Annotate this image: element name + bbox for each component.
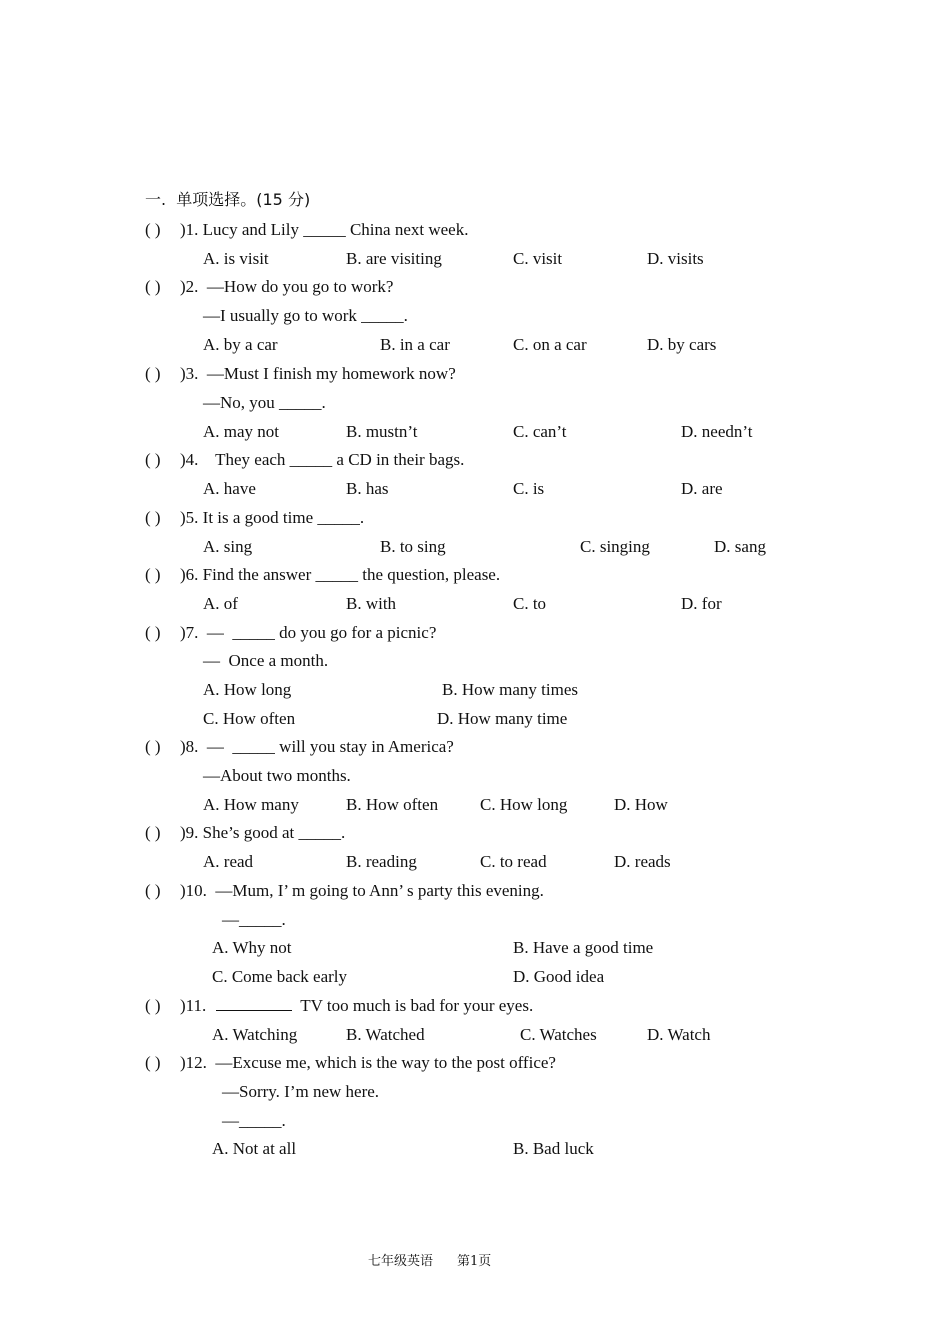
option-a: A. How long xyxy=(203,680,292,699)
question-sub: —_____. xyxy=(222,1111,286,1130)
option-c: C. can’t xyxy=(513,422,567,441)
question-stem xyxy=(180,996,533,1016)
option-c: C. to read xyxy=(480,852,547,871)
option-b: B. How often xyxy=(346,795,439,814)
question-stem: )10. —Mum, I’ m going to Ann’ s party this evening. xyxy=(180,881,544,900)
option-d: D. reads xyxy=(614,852,671,871)
option-d: D. How xyxy=(614,795,668,814)
option-b: B. to sing xyxy=(380,537,446,556)
option-a: A. may not xyxy=(203,422,280,441)
option-c: C. on a car xyxy=(513,335,587,354)
option-a: A. read xyxy=(203,852,254,871)
section-title: 一. 单项选择。(15 分) xyxy=(145,190,311,209)
footer-page-number: 第1页 xyxy=(457,1254,492,1269)
option-b: B. Watched xyxy=(346,1025,425,1044)
question-number: )11. xyxy=(180,996,207,1015)
option-b: B. has xyxy=(346,479,389,498)
question-sub: —_____. xyxy=(222,910,286,929)
option-b: B. Bad luck xyxy=(513,1139,594,1158)
option-a: A. Not at all xyxy=(212,1139,297,1158)
option-d: D. sang xyxy=(714,537,766,556)
answer-paren: ( ) xyxy=(145,220,161,239)
answer-paren: ( ) xyxy=(145,623,161,642)
option-a: A. by a car xyxy=(203,335,278,354)
option-a: A. sing xyxy=(203,537,253,556)
option-c: C. is xyxy=(513,479,545,498)
answer-paren: ( ) xyxy=(145,737,161,756)
question-stem: )5. It is a good time _____. xyxy=(180,508,365,527)
question-sub: —No, you _____. xyxy=(203,393,326,412)
answer-paren: ( ) xyxy=(145,881,161,900)
option-d: D. by cars xyxy=(647,335,717,354)
option-a: A. Why not xyxy=(212,938,292,957)
option-c: C. to xyxy=(513,594,547,613)
option-b: B. in a car xyxy=(380,335,450,354)
option-c: C. How often xyxy=(203,709,296,728)
option-a: A. have xyxy=(203,479,256,498)
option-d: D. for xyxy=(681,594,722,613)
question-stem: )6. Find the answer _____ the question, please. xyxy=(180,565,501,584)
option-b: B. reading xyxy=(346,852,417,871)
answer-paren: ( ) xyxy=(145,823,161,842)
option-a: A. How many xyxy=(203,795,299,814)
question-stem: )4. They each _____ a CD in their bags. xyxy=(180,450,465,469)
question-sub: — Once a month. xyxy=(203,651,329,670)
option-a: A. Watching xyxy=(212,1025,298,1044)
answer-paren: ( ) xyxy=(145,364,161,383)
answer-paren: ( ) xyxy=(145,1053,161,1072)
answer-paren: ( ) xyxy=(145,565,161,584)
option-d: D. Watch xyxy=(647,1025,711,1044)
option-c: C. How long xyxy=(480,795,568,814)
question-stem: )9. She’s good at _____. xyxy=(180,823,346,842)
option-c: C. Come back early xyxy=(212,967,348,986)
option-d: D. needn’t xyxy=(681,422,753,441)
option-b: B. Have a good time xyxy=(513,938,654,957)
answer-blank xyxy=(216,996,292,1011)
footer-subject: 七年级英语 xyxy=(368,1254,434,1269)
question-stem: )2. —How do you go to work? xyxy=(180,277,394,296)
option-d: D. visits xyxy=(647,249,704,268)
answer-paren: ( ) xyxy=(145,996,161,1015)
option-c: C. visit xyxy=(513,249,563,268)
option-b: B. with xyxy=(346,594,397,613)
question-stem: )7. — _____ do you go for a picnic? xyxy=(180,623,437,642)
option-a: A. is visit xyxy=(203,249,269,268)
question-sub: —Sorry. I’m new here. xyxy=(222,1082,380,1101)
option-d: D. How many time xyxy=(437,709,568,728)
question-text: TV too much is bad for your eyes. xyxy=(300,996,534,1015)
answer-paren: ( ) xyxy=(145,277,161,296)
option-a: A. of xyxy=(203,594,238,613)
option-b: B. mustn’t xyxy=(346,422,418,441)
question-stem: )3. —Must I finish my homework now? xyxy=(180,364,456,383)
question-sub: —I usually go to work _____. xyxy=(203,306,408,325)
option-c: C. Watches xyxy=(520,1025,597,1044)
question-stem: )12. —Excuse me, which is the way to the post office? xyxy=(180,1053,556,1072)
option-d: D. are xyxy=(681,479,723,498)
option-d: D. Good idea xyxy=(513,967,605,986)
option-b: B. are visiting xyxy=(346,249,442,268)
option-b: B. How many times xyxy=(442,680,578,699)
question-stem: )1. Lucy and Lily _____ China next week. xyxy=(180,220,469,239)
option-c: C. singing xyxy=(580,537,650,556)
question-sub: —About two months. xyxy=(203,766,351,785)
question-stem: )8. — _____ will you stay in America? xyxy=(180,737,454,756)
answer-paren: ( ) xyxy=(145,450,161,469)
answer-paren: ( ) xyxy=(145,508,161,527)
